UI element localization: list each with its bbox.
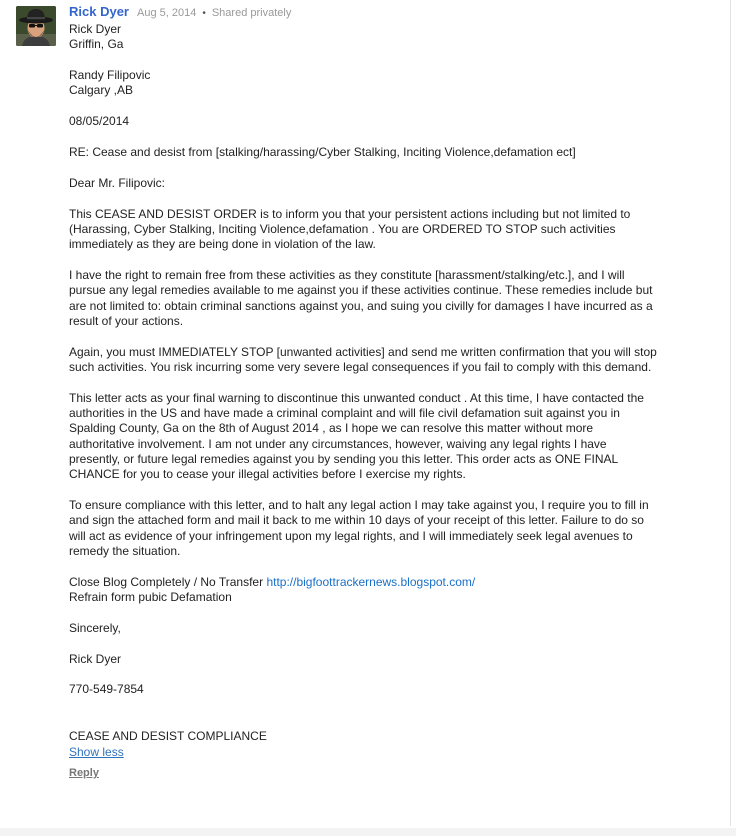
page-footer-strip [0, 828, 736, 836]
letter-paragraph-4: This letter acts as your final warning to discontinue this unwanted conduct . At this time, I have contacted the authorities in the US and have made a criminal complaint and will file civil defamation suit against you in Spalding County, Ga on the 8th of August 2014 , as I hope we can resolve this matter without more authoritative involvement. I am not under any circumstances, however, waiving any legal rights I have presently, or future legal remedies against you by sending you this letter. This order acts as ONE FINAL CHANCE for you to cease your illegal activities before I exercise my rights. [69, 390, 644, 482]
reply-button[interactable]: Reply [69, 767, 99, 780]
recipient-name: Randy Filipovic [69, 68, 151, 83]
cowboy-hat-avatar-icon [16, 6, 56, 46]
comment-header [69, 4, 291, 22]
letter-date: 08/05/2014 [69, 114, 130, 129]
visibility-label: Shared privately [211, 7, 292, 19]
letter-paragraph-3: Again, you must IMMEDIATELY STOP [unwanted activities] and send me written confirmation that you will stop such activities. You risk incurring some very severe legal consequences if you fail to comply with this demand. [69, 344, 657, 374]
comment-body [69, 22, 659, 782]
show-less-link[interactable]: Show less [69, 745, 124, 759]
blog-link[interactable]: http://bigfoottrackernews.blogspot.com/ [266, 574, 476, 589]
letter-paragraph-5: To ensure compliance with this letter, and to halt any legal action I may take against you, I require you to fill in and sign the attached form and mail it back to me within 10 days of your receipt of this letter. Failure to do so will act as evidence of your infringement upon my legal rights, and I will immediately seek legal avenues to remedy the situation. [69, 498, 649, 558]
letter-salutation: Dear Mr. Filipovic: [69, 175, 166, 190]
demand-1-text: Close Blog Completely / No Transfer [69, 574, 264, 589]
post-date[interactable]: Aug 5, 2014 [136, 7, 197, 19]
avatar[interactable] [16, 6, 56, 46]
meta-separator: • [202, 8, 206, 19]
phone-number: 770-549-7854 [69, 682, 144, 697]
demand-line-2: Refrain form pubic Defamation [69, 590, 232, 605]
demand-line-1 [69, 575, 659, 590]
letter-closing: Sincerely, [69, 620, 121, 635]
sender-name: Rick Dyer [69, 22, 122, 36]
recipient-location: Calgary ,AB [69, 83, 134, 98]
letter-subject: RE: Cease and desist from [stalking/harassing/Cyber Stalking, Inciting Violence,defamation ect] [69, 144, 576, 159]
letter-paragraph-2: I have the right to remain free from these activities as they constitute [harassment/stalking/etc.], and I will pursue any legal remedies available to me against you if these activities continue. These remedies include but are not limited to: obtain criminal sanctions against you, and suing you civilly for damages I have incurred as a result of your actions. [69, 267, 653, 328]
letter-paragraph-1: This CEASE AND DESIST ORDER is to inform you that your persistent actions including but not limited to (Harassing, Cyber Stalking, Inciting Violence,defamation . You are ORDERED TO STOP such activities immediately as they are being done in violation of the law. [69, 206, 631, 252]
compliance-title: CEASE AND DESIST COMPLIANCE [69, 728, 267, 743]
sender-location: Griffin, Ga [69, 37, 124, 52]
letter-signature: Rick Dyer [69, 651, 122, 666]
author-link[interactable]: Rick Dyer [69, 4, 129, 19]
